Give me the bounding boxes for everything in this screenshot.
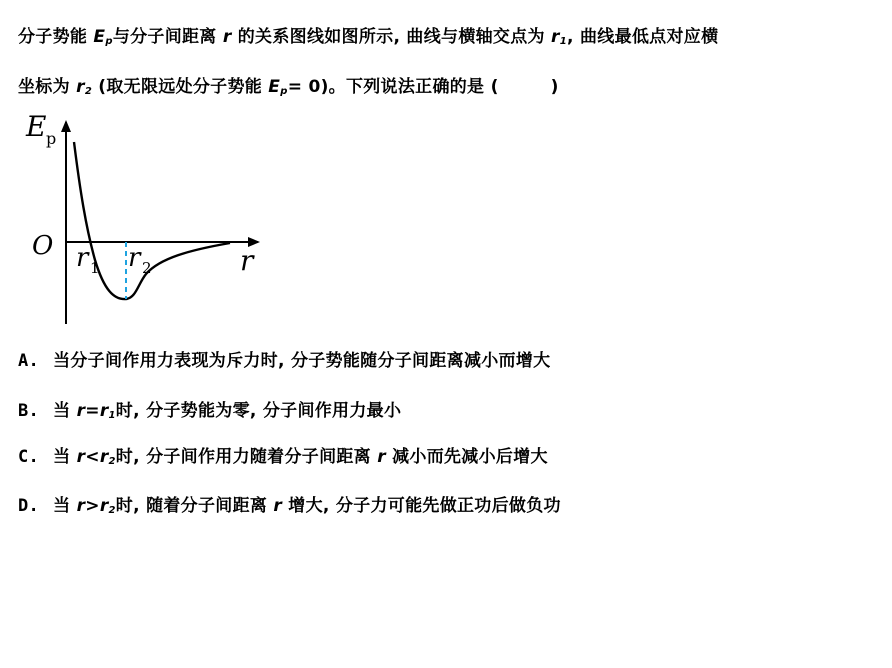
r2-label-sub: 2 (142, 259, 152, 277)
var-r1: r (551, 27, 560, 47)
option-text: 当 (53, 401, 77, 421)
question-text: = 0)。下列说法正确的是 ( (287, 77, 499, 97)
question-text: 坐标为 (18, 77, 77, 97)
potential-energy-graph (20, 110, 270, 330)
option-text: 时, 随着分子间距离 (115, 496, 274, 516)
r2-label: r (128, 243, 141, 273)
option-condition-sub: 1 (108, 410, 116, 421)
option-condition: r<r (76, 447, 109, 467)
option-letter: D. (18, 496, 40, 516)
option-condition: r>r (76, 496, 109, 516)
option-text: 当 (53, 496, 77, 516)
question-text: 与分子间距离 (112, 27, 223, 47)
var-r: r (222, 27, 232, 47)
origin-label: O (32, 231, 54, 261)
option-text: 减小而先减小后增大 (385, 447, 548, 467)
sub-2: 2 (84, 86, 93, 97)
option-text: 当 (53, 447, 77, 467)
question-text: 分子势能 (18, 27, 94, 47)
option-text: 时, 分子势能为零, 分子间作用力最小 (115, 401, 402, 421)
option-condition-sub: 2 (108, 505, 116, 516)
var-r2: r (76, 77, 85, 97)
option-condition: r=r (76, 401, 109, 421)
question-text: 的关系图线如图所示, 曲线与横轴交点为 (231, 27, 552, 47)
y-axis-label-sub: p (46, 129, 57, 148)
option-condition-sub: 2 (108, 456, 116, 467)
var-E: E (268, 77, 281, 97)
option-a[interactable] (18, 346, 550, 371)
r1-label-sub: 1 (90, 259, 100, 277)
option-letter: C. (18, 447, 40, 467)
r1-label: r (76, 243, 89, 273)
var-r: r (377, 447, 386, 467)
sub-1: 1 (559, 36, 567, 47)
option-text: 增大, 分子力可能先做正功后做负功 (282, 496, 561, 516)
sub-p: p (105, 36, 113, 47)
x-axis-label: r (240, 244, 254, 277)
question-text: , 曲线最低点对应横 (567, 27, 719, 47)
question-line-2 (18, 72, 559, 97)
question-line-1 (18, 22, 718, 47)
option-text: 当分子间作用力表现为斥力时, 分子势能随分子间距离减小而增大 (53, 351, 551, 371)
option-text: 时, 分子间作用力随着分子间距离 (115, 447, 378, 467)
option-letter: A. (18, 351, 40, 371)
question-text: ) (550, 77, 559, 97)
var-E: E (93, 27, 106, 47)
question-text: (取无限远处分子势能 (92, 77, 269, 97)
y-axis-label: E (26, 110, 47, 143)
option-d[interactable] (18, 491, 561, 516)
option-letter: B. (18, 401, 40, 421)
sub-p: p (280, 86, 288, 97)
option-c[interactable] (18, 442, 548, 467)
option-b[interactable] (18, 396, 401, 421)
var-r: r (273, 496, 283, 516)
